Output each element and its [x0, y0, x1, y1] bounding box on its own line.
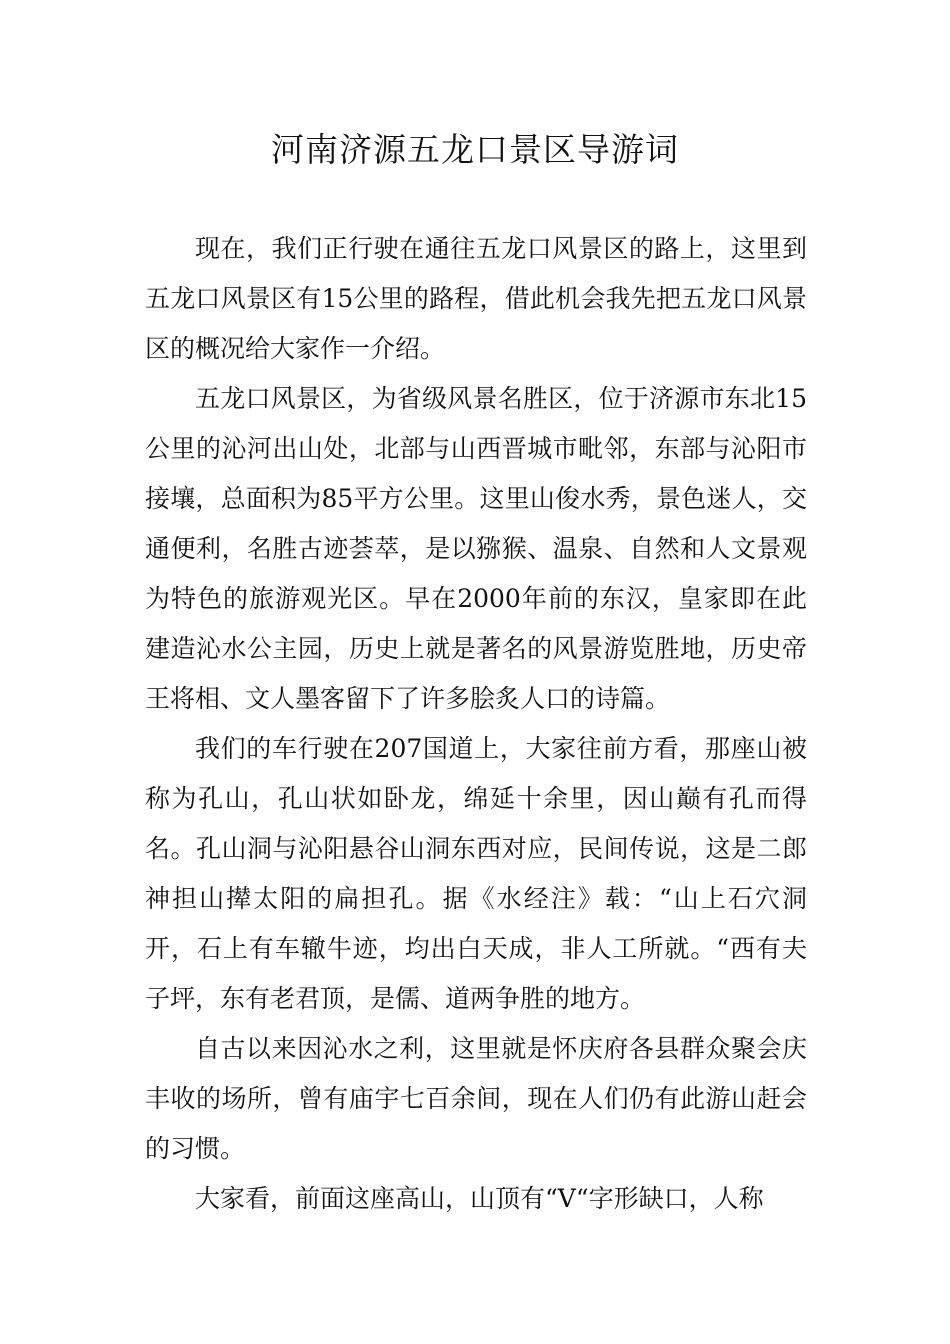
document-body	[145, 224, 807, 1224]
paragraph: 大家看，前面这座高山，山顶有“V“字形缺口，人称	[195, 1184, 764, 1213]
paragraph: 现在，我们正行驶在通往五龙口风景区的路上，这里到五龙口风景区有15公里的路程，借此机会我先把五龙口风景区的概况给大家作一介绍。	[145, 234, 807, 363]
paragraph: 自古以来因沁水之利，这里就是怀庆府各县群众聚会庆丰收的场所，曾有庙宇七百余间，现在人们仍有此游山赶会的习惯。	[145, 1034, 807, 1163]
paragraph: 五龙口风景区，为省级风景名胜区，位于济源市东北15公里的沁河出山处，北部与山西晋城市毗邻，东部与沁阳市接壤，总面积为85平方公里。这里山俊水秀，景色迷人，交通便利，名胜古迹荟萃，是以猕猴、温泉、自然和人文景观为特色的旅游观光区。早在2000年前的东汉，皇家即在此建造沁水公主园，历史上就是著名的风景游览胜地，历史帝王将相、文人墨客留下了许多脍炙人口的诗篇。	[145, 384, 807, 713]
paragraph: 我们的车行驶在207国道上，大家往前方看，那座山被称为孔山，孔山状如卧龙，绵延十余里，因山巅有孔而得名。孔山洞与沁阳悬谷山洞东西对应，民间传说，这是二郎神担山撵太阳的扁担孔。据《水经注》载：“山上石穴洞开，石上有车辙牛迹，均出白天成，非人工所就。“西有夫子坪，东有老君顶，是儒、道两争胜的地方。	[145, 734, 807, 1013]
document-title: 河南济源五龙口景区导游词	[271, 130, 679, 169]
